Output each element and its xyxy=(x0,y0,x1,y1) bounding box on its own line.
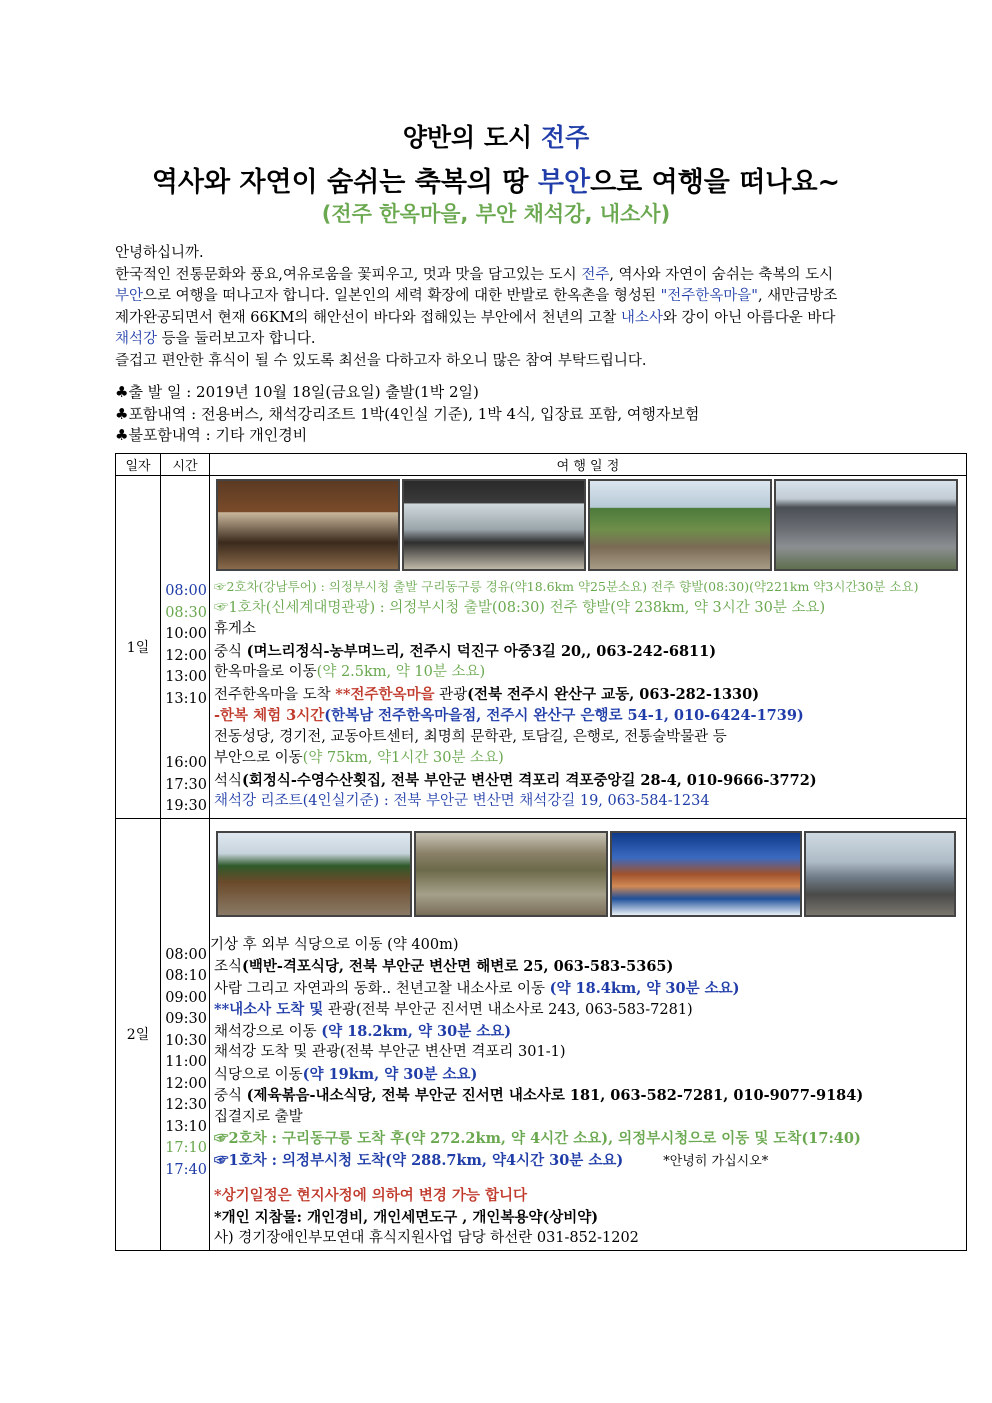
schedule-sights: 전동성당, 경기전, 교동아트센터, 최명희 문학관, 토담길, 은행로, 전통술박물관 등 xyxy=(214,728,727,745)
time-slot: 11:00 xyxy=(165,1054,207,1070)
schedule-breakfast xyxy=(214,956,966,978)
schedule-naesosa-tour xyxy=(214,999,966,1021)
time-slot xyxy=(161,710,207,732)
photo-spacer xyxy=(161,476,207,581)
schedule-move-naesosa xyxy=(214,978,966,1000)
dinner-detail: (회정식-수영수산횟집, 전북 부안군 변산면 격포리 격포중앙길 28-4, 010-9666-3772) xyxy=(242,771,817,789)
day1-time-list xyxy=(161,581,207,818)
move-label: 한옥마을로 이동 xyxy=(214,664,317,680)
time-slot: 09:30 xyxy=(165,1011,207,1027)
move-label: 식당으로 이동 xyxy=(214,1066,303,1083)
breakfast-label: 조식 xyxy=(214,959,243,975)
schedule-move-restaurant xyxy=(214,1064,966,1086)
intro-text: 으로 여행을 떠나고자 합니다. 일본인의 세력 확장에 대한 반발로 한옥촌을 형성된 xyxy=(143,288,661,304)
lunch-detail: (며느리정식-농부며느리, 전주시 덕진구 아중3길 20,, 063-242-6811) xyxy=(246,642,717,660)
bus1-detail: (약 288.7km, 약4시간 30분 소요) xyxy=(385,1151,624,1169)
lunch-label: 중식 xyxy=(214,643,247,660)
time-slot: 12:30 xyxy=(165,1097,207,1113)
time-slot: 13:00 xyxy=(165,669,207,685)
table-header-row xyxy=(116,454,967,476)
trip-info xyxy=(115,382,699,447)
schedule-rest-stop: 휴게소 xyxy=(214,621,257,637)
time-slot: 12:00 xyxy=(165,647,207,664)
notice-change: *상기일정은 현지사정에 의하여 변경 가능 합니다 xyxy=(214,1187,527,1204)
time-slot: 08:00 xyxy=(165,583,207,599)
arrival-label: 전주한옥마을 도착 xyxy=(214,686,336,703)
title-line-1-a: 양반의 도시 xyxy=(402,123,541,152)
time-slot: 13:10 xyxy=(165,1118,207,1135)
header-plan: 여 행 일 정 xyxy=(210,454,967,476)
lunch-detail: (제육볶음-내소식당, 전북 부안군 진서면 내소사로 181, 063-582-7281, 010-9077-9184) xyxy=(246,1087,864,1104)
time-slot xyxy=(161,732,207,754)
intro-text: 제가완공되면서 현재 66KM의 해안선이 바다와 접해있는 부안에서 천년의 고찰 xyxy=(115,309,621,326)
schedule-table xyxy=(115,453,967,1251)
bus2-label: ☞2호차 : 구리동구릉 도착 후 xyxy=(214,1130,405,1147)
header-time: 시간 xyxy=(161,454,210,476)
subtitle: (전주 한옥마을, 부안 채석강, 내소사) xyxy=(321,202,671,226)
hanok-address: (전북 전주시 완산구 교동, 063-282-1330) xyxy=(467,685,760,703)
naesosa-address: 관광(전북 부안군 진서면 내소사로 243, 063-583-7281) xyxy=(323,1002,693,1018)
title-line-2-b: 부안 xyxy=(537,167,591,198)
intro-line-5 xyxy=(115,329,895,351)
naesosa-highlight: **내소사 도착 및 xyxy=(214,1001,324,1018)
naesosa-temple-photo xyxy=(216,831,412,917)
schedule-move-hanok xyxy=(214,662,966,684)
intro-line-4 xyxy=(115,308,895,330)
schedule-lunch xyxy=(214,641,966,663)
title-line-1-b: 전주 xyxy=(540,123,590,152)
tour-label: 관광 xyxy=(434,686,468,703)
time-slot: 08:30 xyxy=(165,604,207,621)
intro-greeting: 안녕하십니까. xyxy=(115,245,204,261)
day1-photos xyxy=(216,479,966,571)
intro-text: 등을 둘러보고자 합니다. xyxy=(157,331,316,347)
day2-label: 2일 xyxy=(116,818,161,1250)
coast-rocks-photo xyxy=(804,831,956,917)
time-slot: 09:00 xyxy=(165,989,207,1006)
time-slot: 16:00 xyxy=(165,755,207,771)
title-line-1 xyxy=(0,118,992,154)
day1-label: 1일 xyxy=(116,476,161,819)
schedule-chaeseokgang-tour: 채석강 도착 및 관광(전북 부안군 변산면 격포리 301-1) xyxy=(214,1044,566,1060)
info-included: ♣포함내역 : 전용버스, 채석강리조트 1박(4인실 기준), 1박 4식, 입장료 포함, 여행자보험 xyxy=(115,404,700,423)
dinner-label: 석식 xyxy=(214,772,243,789)
schedule-bus1-departure: ☞1호차(신세계대명관광) : 의정부시청 출발(08:30) 전주 향발(약 238km, 약 3시간 30분 소요) xyxy=(214,599,826,616)
title-line-2-c: 으로 여행을 떠나요~ xyxy=(590,167,841,198)
intro-text: 한국적인 전통문화와 풍요,여유로움을 꽃피우고, 멋과 맛을 담고있는 도시 xyxy=(115,266,582,283)
schedule-depart-assembly: 집결지로 출발 xyxy=(214,1108,303,1125)
intro-text: 와 강이 아닌 아름다운 바다 xyxy=(662,309,836,326)
move-detail: (약 18.4km, 약 30분 소요) xyxy=(549,979,740,997)
schedule-bus1-arrival xyxy=(214,1150,966,1172)
time-slot: 08:00 xyxy=(165,946,207,963)
schedule-lunch xyxy=(214,1085,966,1107)
hanok-courtyard-photo xyxy=(402,479,586,571)
info-departure: ♣출 발 일 : 2019년 10월 18일(금요일) 출발(1박 2일) xyxy=(115,383,479,401)
move-label: 채석강으로 이동 xyxy=(214,1023,322,1040)
day2-time-list xyxy=(161,945,207,1182)
day2-plan xyxy=(210,818,967,1250)
move-label: 사람 그리고 자연과의 동화.. 천년고찰 내소사로 이동 xyxy=(214,980,550,997)
title-line-2-a: 역사와 자연이 숨쉬는 축복의 땅 xyxy=(151,167,538,198)
time-slot: 08:10 xyxy=(165,968,207,984)
intro-text: , 새만금방조 xyxy=(757,288,838,304)
lunch-label: 중식 xyxy=(214,1088,247,1104)
note-gap xyxy=(214,1171,966,1185)
day2-times xyxy=(161,818,210,1250)
breakfast-detail: (백반-격포식당, 전북 부안군 변산면 해변로 25, 063-583-5365) xyxy=(242,958,674,975)
schedule-dinner xyxy=(214,770,966,792)
title-line-2 xyxy=(0,160,992,199)
old-tree-photo xyxy=(414,831,608,917)
bus1-label: ☞1호차 : 의정부시청 도착 xyxy=(214,1151,386,1169)
day1-times xyxy=(161,476,210,819)
intro-line-3 xyxy=(115,286,895,308)
hanbok-label: -한복 체험 3시간 xyxy=(214,707,325,724)
intro-line-2 xyxy=(115,265,895,287)
schedule-hanbok xyxy=(214,705,966,727)
day2-photos xyxy=(216,831,966,917)
time-slot: 19:30 xyxy=(165,798,207,814)
intro-text: , 역사와 자연이 숨쉬는 축복의 도시 xyxy=(609,266,834,283)
intro-closing: 즐겁고 편안한 휴식이 될 수 있도록 최선을 다하고자 하오니 많은 참여 부탁드립니다. xyxy=(115,352,647,369)
chaeseokgang-cliff-photo xyxy=(610,831,802,917)
hanok-village-photo xyxy=(774,479,958,571)
time-slot: 13:10 xyxy=(165,690,207,707)
schedule-bus2-arrival xyxy=(214,1128,966,1150)
farewell: *안녕히 가십시오* xyxy=(663,1153,769,1169)
intro-highlight: 내소사 xyxy=(620,309,663,326)
move-detail: (약 75km, 약1시간 30분 소요) xyxy=(302,750,504,766)
hanok-garden-photo xyxy=(588,479,772,571)
schedule-move-chaeseokgang xyxy=(214,1021,966,1043)
time-slot: 17:10 xyxy=(165,1140,207,1156)
hanok-highlight: **전주한옥마을 xyxy=(335,685,435,703)
time-slot: 10:00 xyxy=(165,626,207,642)
time-slot: 10:30 xyxy=(165,1032,207,1049)
schedule-resort: 채석강 리조트(4인실기준) : 전북 부안군 변산면 채석강길 19, 063-584-1234 xyxy=(214,793,710,809)
day2-row xyxy=(116,818,967,1250)
header-day: 일자 xyxy=(116,454,161,476)
move-detail: (약 19km, 약 30분 소요) xyxy=(302,1065,478,1083)
day1-plan xyxy=(210,476,967,819)
intro-highlight: 채석강 xyxy=(115,331,158,347)
time-slot: 17:40 xyxy=(165,1161,207,1178)
hanok-gate-photo xyxy=(216,479,400,571)
info-excluded: ♣불포함내역 : 기타 개인경비 xyxy=(115,426,308,444)
day1-row xyxy=(116,476,967,819)
schedule-move-buan xyxy=(214,748,966,770)
move-detail: (약 18.2km, 약 30분 소요) xyxy=(321,1022,512,1040)
photo-gap xyxy=(214,917,966,935)
bus2-detail: (약 272.2km, 약 4시간 소요), 의정부시청으로 이동 및 도착(17:40) xyxy=(404,1130,861,1147)
time-slot: 17:30 xyxy=(165,776,207,793)
move-label: 부안으로 이동 xyxy=(214,750,303,766)
intro-highlight: 부안 xyxy=(115,288,144,304)
hanbok-detail: (한복남 전주한옥마을점, 전주시 완산구 은행로 54-1, 010-6424-1739) xyxy=(324,707,804,724)
notice-items: *개인 지참물: 개인경비, 개인세면도구 , 개인복용약(상비약) xyxy=(214,1208,599,1226)
intro-highlight: 전주 xyxy=(581,266,610,283)
schedule-hanok-arrival xyxy=(214,684,966,706)
time-slot: 12:00 xyxy=(165,1075,207,1092)
contact-info: 사) 경기장애인부모연대 휴식지원사업 담당 하선란 031-852-1202 xyxy=(214,1230,639,1246)
intro-highlight: "전주한옥마을" xyxy=(660,288,758,304)
move-detail: (약 2.5km, 약 10분 소요) xyxy=(316,664,486,680)
photo-spacer xyxy=(161,819,207,945)
schedule-wakeup: 기상 후 외부 식당으로 이동 (약 400m) xyxy=(210,936,459,953)
intro-paragraph xyxy=(115,243,895,372)
schedule-bus2-departure: ☞2호차(강남투어) : 의정부시청 출발 구리동구릉 경유(약18.6km 약25분소요) 전주 향발(08:30)(약221km 약3시간30분 소요) xyxy=(214,579,919,594)
